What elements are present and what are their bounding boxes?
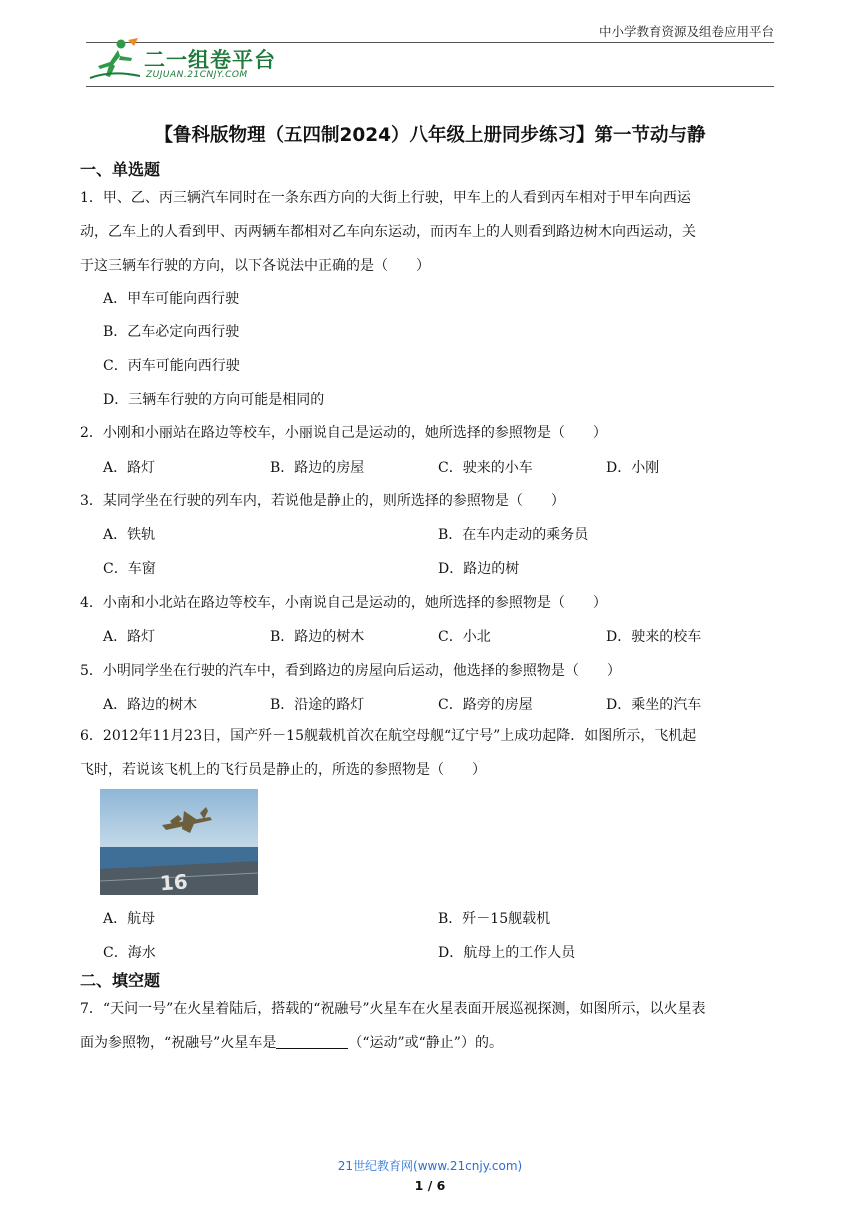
- question-6-option-b: B．歼－15舰载机: [438, 911, 551, 927]
- question-1-option-a: A．甲车可能向西行驶: [103, 291, 240, 307]
- question-4-option-b: B．路边的树木: [270, 629, 365, 645]
- question-4-option-c: C．小北: [438, 629, 491, 645]
- question-7-line-2: [80, 1026, 780, 1060]
- aircraft-carrier-photo: [100, 789, 258, 895]
- question-4-stem: 4．小南和小北站在路边等校车，小南说自己是运动的，她所选择的参照物是（ ）: [80, 595, 607, 611]
- question-1: [80, 181, 780, 283]
- question-6-option-a: A．航母: [103, 911, 156, 927]
- question-5-option-d: D．乘坐的汽车: [606, 697, 702, 713]
- question-6: [80, 719, 780, 787]
- question-1-line-2: 动，乙车上的人看到甲、丙两辆车都相对乙车向东运动，而丙车上的人则看到路边树木向西运动，关: [80, 224, 696, 240]
- question-3-option-b: B．在车内走动的乘务员: [438, 527, 589, 543]
- logo-subtext: ZUJUAN.21CNJY.COM: [146, 70, 248, 80]
- deck-number-label: 16: [159, 869, 189, 895]
- logo: [88, 36, 288, 84]
- section-heading-fill-in: 二、填空题: [80, 971, 161, 990]
- question-4-option-d: D．驶来的校车: [606, 629, 702, 645]
- question-2-option-a: A．路灯: [103, 460, 156, 476]
- question-3-option-c: C．车窗: [103, 561, 156, 577]
- question-7: [80, 992, 780, 1060]
- question-6-line-1: 6．2012年11月23日，国产歼－15舰载机首次在航空母舰“辽宁号”上成功起降．如图所示，飞机起: [80, 728, 697, 744]
- platform-label: 中小学教育资源及组卷应用平台: [598, 24, 774, 39]
- question-1-option-d: D．三辆车行驶的方向可能是相同的: [103, 392, 325, 408]
- question-7-line-2-post: （“运动”或“静止”）的。: [348, 1035, 503, 1051]
- carrier-jet-image: [100, 789, 258, 895]
- question-1-line-1: 1．甲、乙、丙三辆汽车同时在一条东西方向的大街上行驶，甲车上的人看到丙车相对于甲车向西运: [80, 190, 691, 206]
- question-5-stem: 5．小明同学坐在行驶的汽车中，看到路边的房屋向后运动，他选择的参照物是（ ）: [80, 663, 621, 679]
- header-divider-bottom: [86, 86, 774, 87]
- question-4-option-a: A．路灯: [103, 629, 156, 645]
- runner-logo-icon: [88, 36, 142, 82]
- question-5-option-c: C．路旁的房屋: [438, 697, 533, 713]
- question-2-option-d: D．小刚: [606, 460, 660, 476]
- document-title: 【鲁科版物理（五四制2024）八年级上册同步练习】第一节动与静: [154, 125, 706, 146]
- question-6-line-2: 飞时，若说该飞机上的飞行员是静止的，所选的参照物是（ ）: [80, 762, 486, 778]
- question-1-line-3: 于这三辆车行驶的方向，以下各说法中正确的是（ ）: [80, 258, 430, 274]
- footer-link[interactable]: 21世纪教育网(www.21cnjy.com): [337, 1159, 523, 1173]
- question-5-option-a: A．路边的树木: [103, 697, 198, 713]
- question-6-option-d: D．航母上的工作人员: [438, 945, 576, 961]
- question-7-line-2-pre: 面为参照物，“祝融号”火星车是: [80, 1035, 277, 1051]
- question-2-option-c: C．驶来的小车: [438, 460, 533, 476]
- question-1-option-c: C．丙车可能向西行驶: [103, 358, 240, 374]
- question-7-line-1: 7．“天问一号”在火星着陆后，搭载的“祝融号”火星车在火星表面开展巡视探测，如图所示，以火星表: [80, 1001, 706, 1017]
- question-3-option-a: A．铁轨: [103, 527, 156, 543]
- question-1-option-b: B．乙车必定向西行驶: [103, 324, 240, 340]
- question-3-option-d: D．路边的树: [438, 561, 520, 577]
- question-3-stem: 3．某同学坐在行驶的列车内，若说他是静止的，则所选择的参照物是（ ）: [80, 493, 565, 509]
- question-2-option-b: B．路边的房屋: [270, 460, 365, 476]
- question-2-stem: 2．小刚和小丽站在路边等校车，小丽说自己是运动的，她所选择的参照物是（ ）: [80, 425, 607, 441]
- logo-text: 二一组卷平台: [144, 48, 276, 72]
- page-number: 1 / 6: [414, 1178, 446, 1193]
- question-5-option-b: B．沿途的路灯: [270, 697, 365, 713]
- answer-blank[interactable]: [276, 1034, 348, 1049]
- section-heading-single-choice: 一、单选题: [80, 160, 161, 179]
- question-6-option-c: C．海水: [103, 945, 156, 961]
